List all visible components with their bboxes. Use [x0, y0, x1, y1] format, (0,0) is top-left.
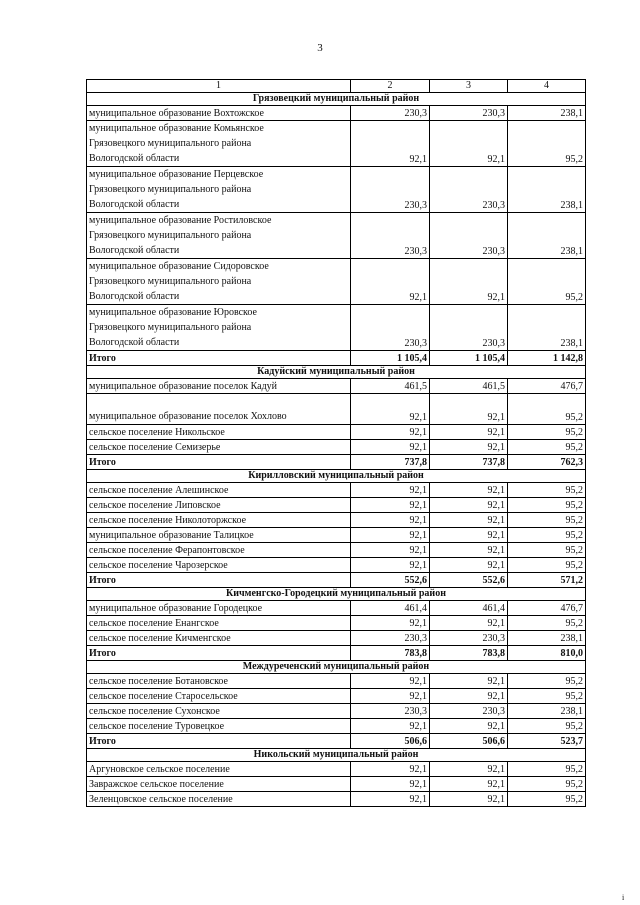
- total-value: 1 142,8: [508, 351, 586, 366]
- column-number: 4: [508, 80, 586, 93]
- value-cell: 230,3: [430, 704, 508, 719]
- value-cell: 95,2: [508, 121, 586, 167]
- value-cell: 92,1: [430, 558, 508, 573]
- value-cell: 95,2: [508, 762, 586, 777]
- total-value: 783,8: [430, 646, 508, 661]
- table-row: [87, 704, 586, 719]
- budget-table: [86, 79, 586, 807]
- value-cell: 238,1: [508, 704, 586, 719]
- value-cell: 461,5: [430, 379, 508, 394]
- section-title: Кадуйский муниципальный район: [87, 366, 586, 379]
- municipality-name: муниципальное образование Городецкое: [87, 601, 351, 616]
- value-cell: 92,1: [351, 674, 430, 689]
- value-cell: 92,1: [351, 792, 430, 807]
- value-cell: 92,1: [430, 762, 508, 777]
- table-row: [87, 106, 586, 121]
- table-row: [87, 498, 586, 513]
- table-body: [87, 80, 586, 807]
- total-label: Итого: [87, 734, 351, 749]
- column-number: 3: [430, 80, 508, 93]
- section-title: Никольский муниципальный район: [87, 749, 586, 762]
- value-cell: 92,1: [351, 425, 430, 440]
- total-value: 506,6: [351, 734, 430, 749]
- table-row: [87, 689, 586, 704]
- name-line: муниципальное образование поселок Хохлово: [89, 411, 287, 422]
- value-cell: 92,1: [430, 440, 508, 455]
- total-label: Итого: [87, 455, 351, 470]
- value-cell: 230,3: [351, 106, 430, 121]
- value-cell: 95,2: [508, 259, 586, 305]
- value-cell: 230,3: [351, 213, 430, 259]
- value-cell: 238,1: [508, 167, 586, 213]
- municipality-name: сельское поселение Старосельское: [87, 689, 351, 704]
- name-line: Грязовецкого муниципального района: [89, 322, 252, 333]
- section-header-row: [87, 366, 586, 379]
- value-cell: 92,1: [430, 394, 508, 425]
- section-header-row: [87, 470, 586, 483]
- total-value: 737,8: [351, 455, 430, 470]
- table-row: [87, 762, 586, 777]
- total-row: [87, 646, 586, 661]
- municipality-name: сельское поселение Семизерье: [87, 440, 351, 455]
- municipality-name: сельское поселение Липовское: [87, 498, 351, 513]
- name-line: Грязовецкого муниципального района: [89, 276, 252, 287]
- value-cell: 92,1: [430, 259, 508, 305]
- value-cell: 230,3: [430, 213, 508, 259]
- value-cell: 92,1: [351, 762, 430, 777]
- municipality-name: сельское поселение Кичменгское: [87, 631, 351, 646]
- table-row: [87, 777, 586, 792]
- value-cell: 95,2: [508, 483, 586, 498]
- value-cell: 238,1: [508, 631, 586, 646]
- section-header-row: [87, 588, 586, 601]
- municipality-name: сельское поселение Ферапонтовское: [87, 543, 351, 558]
- value-cell: 461,4: [351, 601, 430, 616]
- name-line: муниципальное образование Перцевское: [89, 169, 264, 180]
- table-row: [87, 379, 586, 394]
- name-line: Вологодской области: [89, 153, 180, 164]
- table-row: [87, 121, 586, 167]
- section-title: Грязовецкий муниципальный район: [87, 93, 586, 106]
- value-cell: 92,1: [351, 558, 430, 573]
- total-value: 737,8: [430, 455, 508, 470]
- value-cell: 92,1: [430, 483, 508, 498]
- total-value: 762,3: [508, 455, 586, 470]
- section-title: Междуреченский муниципальный район: [87, 661, 586, 674]
- name-line: муниципальное образование Сидоровское: [89, 261, 269, 272]
- value-cell: 95,2: [508, 558, 586, 573]
- name-line: Вологодской области: [89, 199, 180, 210]
- municipality-name: сельское поселение Ботановское: [87, 674, 351, 689]
- municipality-name: сельское поселение Чарозерское: [87, 558, 351, 573]
- name-line: Грязовецкого муниципального района: [89, 138, 252, 149]
- value-cell: 92,1: [351, 483, 430, 498]
- value-cell: 230,3: [430, 106, 508, 121]
- column-number-row: [87, 80, 586, 93]
- table-row: [87, 167, 586, 213]
- column-number: 2: [351, 80, 430, 93]
- value-cell: 92,1: [351, 689, 430, 704]
- municipality-name: Аргуновское сельское поселение: [87, 762, 351, 777]
- section-header-row: [87, 661, 586, 674]
- total-row: [87, 351, 586, 366]
- value-cell: 92,1: [351, 777, 430, 792]
- municipality-name: муниципальное образование поселок Кадуй: [87, 379, 351, 394]
- section-header-row: [87, 749, 586, 762]
- municipality-name: [87, 305, 351, 351]
- value-cell: 92,1: [351, 121, 430, 167]
- municipality-name: муниципальное образование Талицкое: [87, 528, 351, 543]
- municipality-name: сельское поселение Никольское: [87, 425, 351, 440]
- total-row: [87, 734, 586, 749]
- table-row: [87, 543, 586, 558]
- value-cell: 238,1: [508, 305, 586, 351]
- page-number: 3: [317, 42, 323, 54]
- total-label: Итого: [87, 646, 351, 661]
- total-label: Итого: [87, 573, 351, 588]
- value-cell: 95,2: [508, 394, 586, 425]
- value-cell: 95,2: [508, 498, 586, 513]
- municipality-name: сельское поселение Николоторжское: [87, 513, 351, 528]
- value-cell: 95,2: [508, 792, 586, 807]
- name-line: Грязовецкого муниципального района: [89, 184, 252, 195]
- table-row: [87, 305, 586, 351]
- value-cell: 95,2: [508, 513, 586, 528]
- municipality-name: [87, 121, 351, 167]
- value-cell: 92,1: [430, 689, 508, 704]
- municipality-name: Завражское сельское поселение: [87, 777, 351, 792]
- table-row: [87, 394, 586, 425]
- table-row: [87, 601, 586, 616]
- value-cell: 95,2: [508, 616, 586, 631]
- municipality-name: [87, 167, 351, 213]
- value-cell: 92,1: [430, 674, 508, 689]
- table-row: [87, 440, 586, 455]
- table-row: [87, 792, 586, 807]
- table-row: [87, 719, 586, 734]
- value-cell: 92,1: [430, 616, 508, 631]
- name-line: Вологодской области: [89, 291, 180, 302]
- value-cell: 461,5: [351, 379, 430, 394]
- value-cell: 476,7: [508, 601, 586, 616]
- name-line: [89, 394, 348, 409]
- value-cell: 92,1: [351, 513, 430, 528]
- value-cell: 95,2: [508, 440, 586, 455]
- value-cell: 238,1: [508, 106, 586, 121]
- table-row: [87, 513, 586, 528]
- value-cell: 230,3: [430, 305, 508, 351]
- value-cell: 92,1: [430, 777, 508, 792]
- total-value: 1 105,4: [351, 351, 430, 366]
- value-cell: 461,4: [430, 601, 508, 616]
- municipality-name: сельское поселение Сухонское: [87, 704, 351, 719]
- value-cell: 92,1: [351, 616, 430, 631]
- value-cell: 92,1: [430, 121, 508, 167]
- corner-mark: i: [622, 893, 625, 902]
- municipality-name: муниципальное образование Вохтожское: [87, 106, 351, 121]
- value-cell: 92,1: [430, 528, 508, 543]
- table-row: [87, 213, 586, 259]
- table-row: [87, 558, 586, 573]
- total-row: [87, 573, 586, 588]
- municipality-name: [87, 394, 351, 425]
- name-line: муниципальное образование Ростиловское: [89, 215, 272, 226]
- total-value: 1 105,4: [430, 351, 508, 366]
- column-number: 1: [87, 80, 351, 93]
- value-cell: 92,1: [351, 440, 430, 455]
- value-cell: 92,1: [430, 498, 508, 513]
- value-cell: 92,1: [351, 394, 430, 425]
- table-row: [87, 425, 586, 440]
- value-cell: 230,3: [351, 167, 430, 213]
- value-cell: 238,1: [508, 213, 586, 259]
- municipality-name: [87, 213, 351, 259]
- value-cell: 95,2: [508, 674, 586, 689]
- value-cell: 95,2: [508, 777, 586, 792]
- table-row: [87, 528, 586, 543]
- section-header-row: [87, 93, 586, 106]
- value-cell: 92,1: [351, 498, 430, 513]
- municipality-name: сельское поселение Алешинское: [87, 483, 351, 498]
- total-label: Итого: [87, 351, 351, 366]
- total-value: 571,2: [508, 573, 586, 588]
- total-value: 783,8: [351, 646, 430, 661]
- municipality-name: сельское поселение Туровецкое: [87, 719, 351, 734]
- name-line: Грязовецкого муниципального района: [89, 230, 252, 241]
- value-cell: 476,7: [508, 379, 586, 394]
- value-cell: 92,1: [351, 528, 430, 543]
- value-cell: 95,2: [508, 425, 586, 440]
- value-cell: 92,1: [351, 543, 430, 558]
- value-cell: 230,3: [430, 631, 508, 646]
- value-cell: 95,2: [508, 719, 586, 734]
- municipality-name: сельское поселение Енангское: [87, 616, 351, 631]
- value-cell: 92,1: [430, 543, 508, 558]
- name-line: Вологодской области: [89, 245, 180, 256]
- table-row: [87, 616, 586, 631]
- value-cell: 230,3: [351, 631, 430, 646]
- value-cell: 92,1: [430, 425, 508, 440]
- value-cell: 230,3: [430, 167, 508, 213]
- table-row: [87, 259, 586, 305]
- total-value: 506,6: [430, 734, 508, 749]
- total-value: 552,6: [430, 573, 508, 588]
- value-cell: 92,1: [351, 719, 430, 734]
- value-cell: 95,2: [508, 543, 586, 558]
- total-row: [87, 455, 586, 470]
- value-cell: 92,1: [351, 259, 430, 305]
- value-cell: 92,1: [430, 792, 508, 807]
- name-line: Вологодской области: [89, 337, 180, 348]
- total-value: 810,0: [508, 646, 586, 661]
- municipality-name: [87, 259, 351, 305]
- value-cell: 230,3: [351, 704, 430, 719]
- name-line: муниципальное образование Юровское: [89, 307, 257, 318]
- total-value: 523,7: [508, 734, 586, 749]
- total-value: 552,6: [351, 573, 430, 588]
- table-row: [87, 674, 586, 689]
- value-cell: 92,1: [430, 719, 508, 734]
- value-cell: 230,3: [351, 305, 430, 351]
- table-row: [87, 483, 586, 498]
- value-cell: 92,1: [430, 513, 508, 528]
- name-line: муниципальное образование Комьянское: [89, 123, 264, 134]
- municipality-name: Зеленцовское сельское поселение: [87, 792, 351, 807]
- section-title: Кирилловский муниципальный район: [87, 470, 586, 483]
- value-cell: 95,2: [508, 528, 586, 543]
- table-row: [87, 631, 586, 646]
- value-cell: 95,2: [508, 689, 586, 704]
- section-title: Кичменгско-Городецкий муниципальный район: [87, 588, 586, 601]
